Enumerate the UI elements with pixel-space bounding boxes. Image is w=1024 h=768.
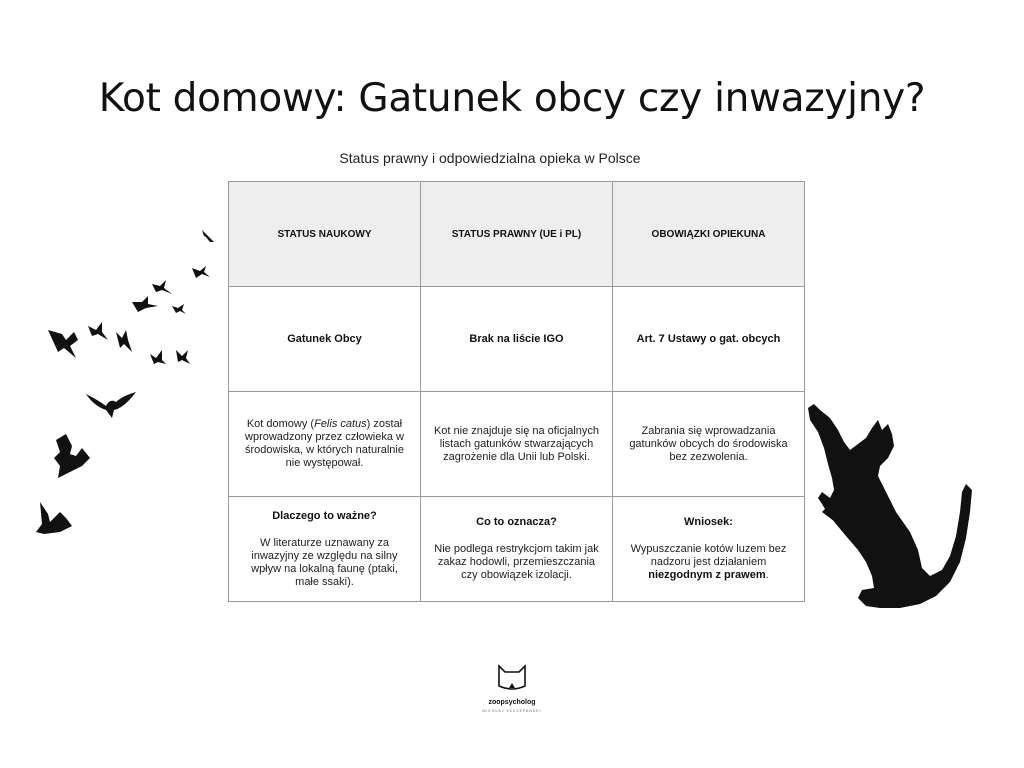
cat-silhouette-icon [800, 400, 990, 615]
emphasis-text: niezgodnym z prawem [648, 569, 766, 581]
table-row [229, 497, 805, 602]
status-table [228, 181, 805, 602]
page-title: Kot domowy: Gatunek obcy czy inwazyjny? [98, 76, 926, 121]
text-part: Kot domowy ( [246, 418, 315, 430]
cell-heading: Co to oznacza? [476, 516, 557, 528]
logo-name: zoopsycholog [488, 699, 536, 706]
table-row [229, 287, 805, 392]
cell-text: Nie podlega restrykcjom takim jak zakaz hodowli, przemieszczania czy obowiązek izolacji. [434, 543, 599, 581]
latin-name: Felis catus [314, 418, 367, 430]
cat-head-logo-icon [495, 662, 529, 692]
text-part: . [765, 569, 769, 581]
cell-what-it-means [421, 497, 613, 602]
text-part: Wypuszczanie kotów luzem bez nadzoru jest działaniem [630, 543, 787, 568]
logo-tagline: MIKOŁAJ SZCZEPAŃSKI [482, 709, 542, 713]
text-part: ) został wprowadzony przez człowieka w środowiska, w których naturalnie nie występował. [245, 418, 404, 469]
zoopsycholog-logo [462, 662, 562, 720]
cell-conclusion [613, 497, 805, 602]
cell-art-7: Art. 7 Ustawy o gat. obcych [613, 287, 805, 392]
page-subtitle: Status prawny i odpowiedzialna opieka w Polsce [339, 150, 641, 166]
cell-heading: Dlaczego to ważne? [272, 509, 377, 522]
cell-description-scientific [229, 392, 421, 497]
table-header-row [229, 182, 805, 287]
header-status-naukowy: STATUS NAUKOWY [229, 182, 421, 287]
cell-text [631, 543, 787, 581]
flying-birds-icon [30, 222, 230, 542]
header-status-prawny: STATUS PRAWNY (UE i PL) [421, 182, 613, 287]
cell-gatunek-obcy: Gatunek Obcy [229, 287, 421, 392]
cell-heading: Wniosek: [684, 516, 733, 528]
cell-text: W literaturze uznawany za inwazyjny ze względu na silny wpływ na lokalną faunę (ptaki, małe ssaki). [251, 536, 398, 588]
table-row [229, 392, 805, 497]
header-obowiazki-opiekuna: OBOWIĄZKI OPIEKUNA [613, 182, 805, 287]
cell-brak-na-liscie: Brak na liście IGO [421, 287, 613, 392]
cell-description-legal: Kot nie znajduje się na oficjalnych listach gatunków stwarzających zagrożenie dla Unii lub Polski. [421, 392, 613, 497]
cell-description-duties: Zabrania się wprowadzania gatunków obcych do środowiska bez zezwolenia. [613, 392, 805, 497]
cell-why-important [229, 497, 421, 602]
